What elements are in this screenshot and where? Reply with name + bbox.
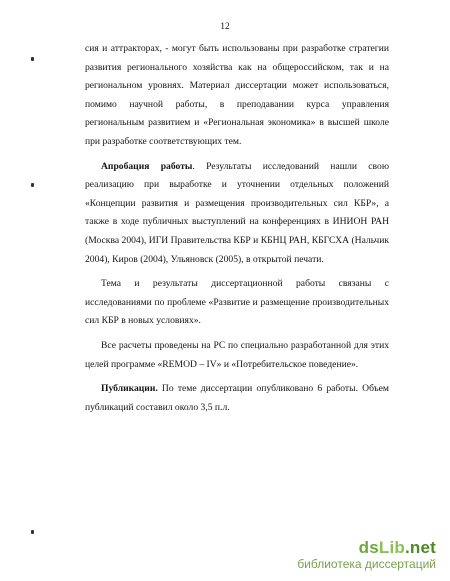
paragraph-text: Тема и результаты диссертационной работы связаны с исследованиями по проблеме «Развитие и размещение производительных сил КБР в новых условиях». bbox=[85, 278, 389, 327]
page-number: 12 bbox=[220, 22, 230, 32]
paragraph-text: Все расчеты проведены на PC по специально разработанной для этих целей программе «REMOD – IV» и «Потребительское поведение». bbox=[85, 339, 389, 370]
paragraph-topic bbox=[85, 275, 389, 331]
paragraph-approbation bbox=[85, 158, 389, 270]
paragraph-publications bbox=[85, 380, 389, 417]
paragraph-intro-continuation bbox=[85, 40, 389, 152]
dslib-watermark bbox=[297, 539, 436, 571]
paragraph-heading: Апробация работы bbox=[101, 160, 193, 172]
paragraph-heading: Публикации. bbox=[101, 383, 158, 395]
scan-mark-middle bbox=[31, 183, 34, 187]
paragraph-calculations bbox=[85, 337, 389, 374]
dslib-logo: dsLib.net bbox=[358, 538, 436, 557]
paragraph-text: По теме диссертации опубликовано 6 работы. Объем публикаций составил около 3,5 п.л. bbox=[85, 383, 389, 413]
paragraph-text: сия и аттракторах, - могут быть использованы при разработке стратегии развития регионального хозяйства как на общероссийском, так и на региональном уровнях. Материал диссертации может использоваться, помимо научной работы, в преподавании курса управления региональным развитием и «Региональная экономика» в высшей школе при разработке соответствующих тем. bbox=[85, 43, 389, 147]
scan-mark-top bbox=[31, 57, 34, 61]
watermark-tagline: библиотека диссертаций bbox=[297, 557, 436, 571]
paragraph-text: . Результаты исследований нашли свою реализацию при выработке и уточнении отдельных положений «Концепции развития и размещения производительных сил КБР», а также в ходе публичных выступлений на конференциях в ИНИОН РАН (Москва 2004), ИГИ Правительства КБР и КБНЦ РАН, КБГСХА (Нальчик 2004), Киров (2004), Ульяновск (2005), в открытой печати. bbox=[85, 160, 389, 265]
document-body bbox=[85, 40, 389, 417]
scan-mark-bottom bbox=[31, 530, 34, 534]
